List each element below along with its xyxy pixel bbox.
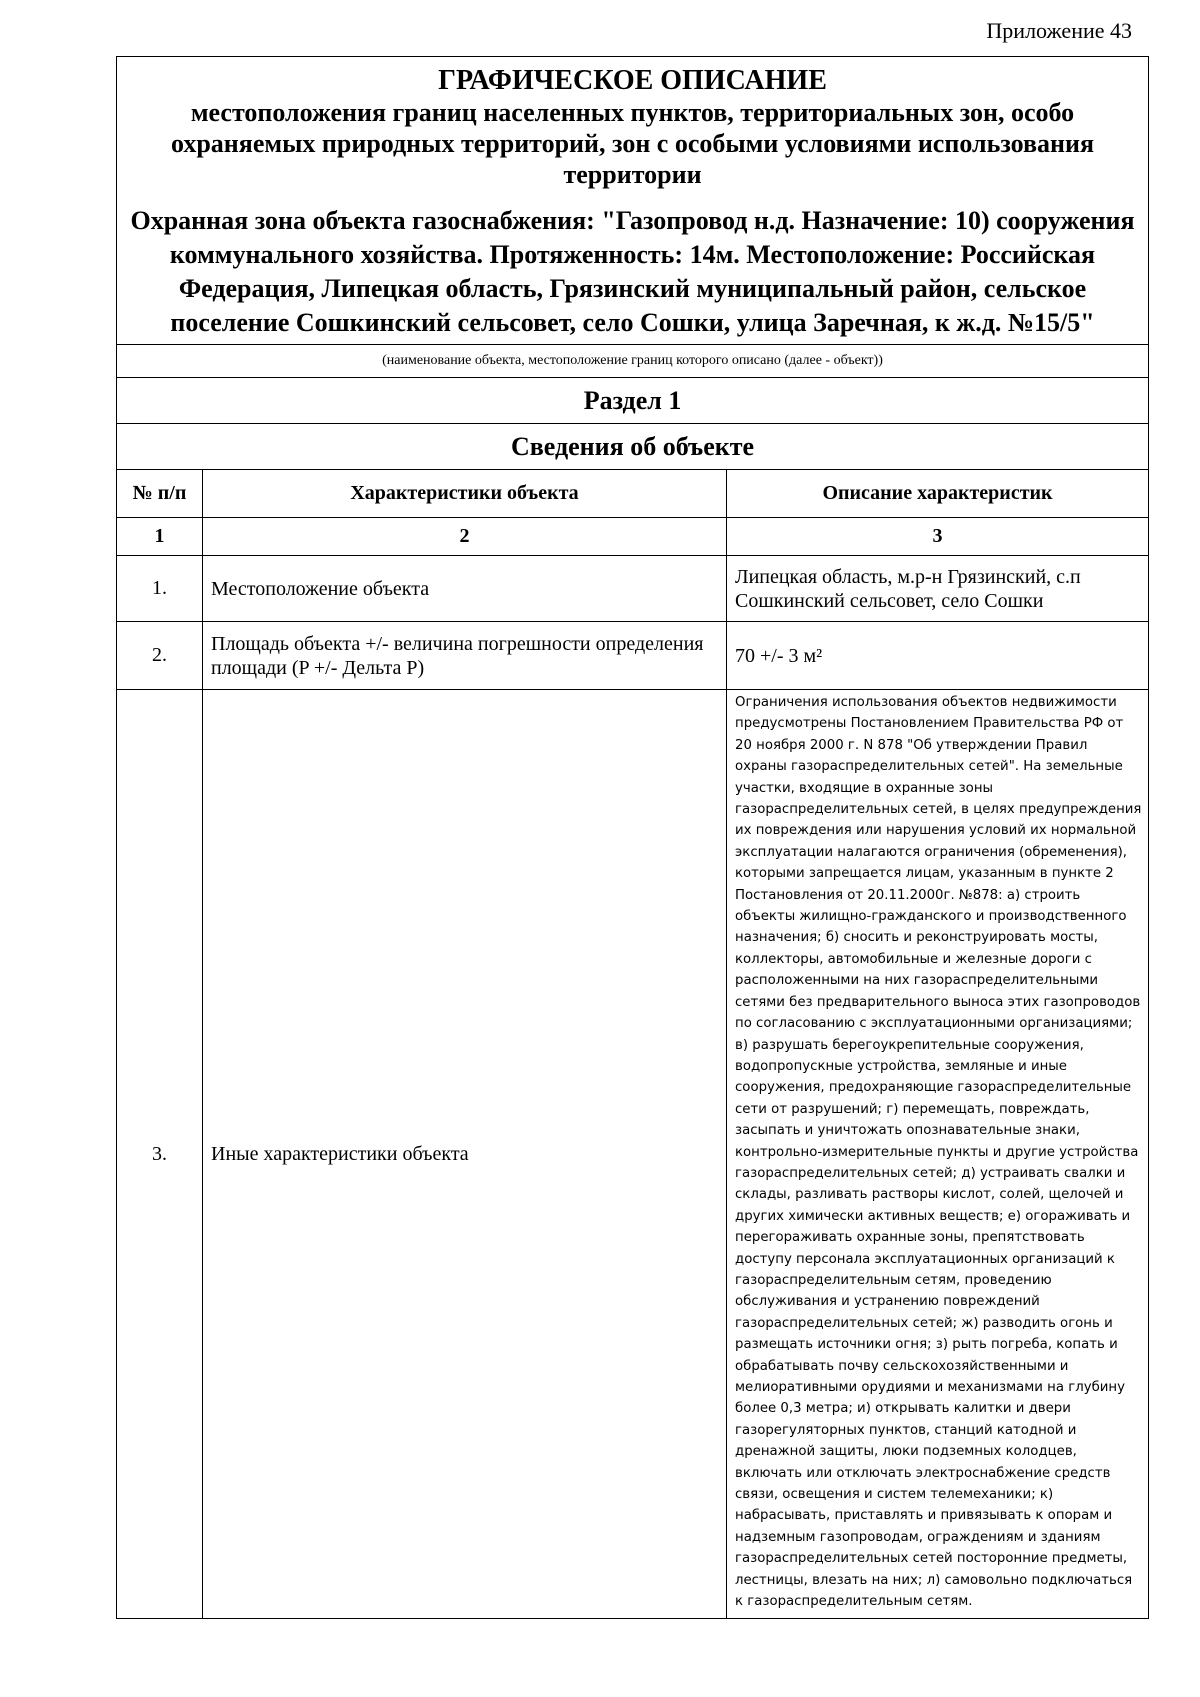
column-number-1: 1 bbox=[117, 518, 203, 556]
row-number: 3. bbox=[117, 690, 203, 1619]
column-header-number: № п/п bbox=[117, 470, 203, 518]
section-number: Раздел 1 bbox=[117, 378, 1149, 424]
graphic-description-table bbox=[116, 56, 1149, 1619]
row-description: Липецкая область, м.р-н Грязинский, с.п Сошкинский сельсовет, село Сошки bbox=[727, 556, 1149, 622]
document-subtitle: местоположения границ населенных пунктов, территориальных зон, особо охраняемых природных территорий, зон с особыми условиями использования территории bbox=[170, 98, 1095, 189]
header-row bbox=[117, 57, 1149, 345]
row-characteristic: Площадь объекта +/- величина погрешности определения площади (P +/- Дельта P) bbox=[203, 622, 727, 690]
column-header-row bbox=[117, 470, 1149, 518]
note-row bbox=[117, 345, 1149, 378]
document-title: ГРАФИЧЕСКОЕ ОПИСАНИЕ bbox=[438, 65, 827, 96]
table-row bbox=[117, 556, 1149, 622]
section-title-row bbox=[117, 424, 1149, 470]
appendix-label: Приложение 43 bbox=[986, 18, 1132, 43]
header-cell bbox=[117, 57, 1149, 345]
column-header-description: Описание характеристик bbox=[727, 470, 1149, 518]
object-name: Охранная зона объекта газоснабжения: "Газопровод н.д. Назначение: 10) сооружения коммунального хозяйства. Протяженность: 14м. Местоположение: Российская Федерация, Липецкая область, Грязинский муниципальный район, сельское поселение Сошкинский сельсовет, село Сошки, улица Заречная, к ж.д. №15/5" bbox=[130, 206, 1135, 337]
row-number: 1. bbox=[117, 556, 203, 622]
column-number-2: 2 bbox=[203, 518, 727, 556]
table-row bbox=[117, 690, 1149, 1619]
column-number-3: 3 bbox=[727, 518, 1149, 556]
section-number-row bbox=[117, 378, 1149, 424]
row-characteristic: Местоположение объекта bbox=[203, 556, 727, 622]
object-name-note: (наименование объекта, местоположение границ которого описано (далее - объект)) bbox=[117, 345, 1149, 378]
table-row bbox=[117, 622, 1149, 690]
column-header-characteristic: Характеристики объекта bbox=[203, 470, 727, 518]
row-description: 70 +/- 3 м² bbox=[727, 622, 1149, 690]
row-characteristic: Иные характеристики объекта bbox=[203, 690, 727, 1619]
column-number-row bbox=[117, 518, 1149, 556]
row-number: 2. bbox=[117, 622, 203, 690]
section-title: Сведения об объекте bbox=[117, 424, 1149, 470]
row-description: Ограничения использования объектов недвижимости предусмотрены Постановлением Правительства РФ от 20 ноября 2000 г. N 878 "Об утверждении Правил охраны газораспределительных сетей". На земельные участки, входящие в охранные зоны газораспределительных сетей, в целях предупреждения их повреждения или нарушения условий их нормальной эксплуатации налагаются ограничения (обременения), которыми запрещается лицам, указанным в пункте 2 Постановления от 20.11.2000г. №878: а) строить объекты жилищно-гражданского и производственного назначения; б) сносить и реконструировать мосты, коллекторы, автомобильные и железные дороги с расположенными на них газораспределительными сетями без предварительного выноса этих газопроводов по согласованию с эксплуатационными организациями; в) разрушать берегоукрепительные сооружения, водопропускные устройства, земляные и иные сооружения, предохраняющие газораспределительные сети от разрушений; г) перемещать, повреждать, засыпать и уничтожать опознавательные знаки, контрольно-измерительные пункты и другие устройства газораспределительных сетей; д) устраивать свалки и склады, разливать растворы кислот, солей, щелочей и других химически активных веществ; е) огораживать и перегораживать охранные зоны, препятствовать доступу персонала эксплуатационных организаций к газораспределительным сетям, проведению обслуживания и устранению повреждений газораспределительных сетей; ж) разводить огонь и размещать источники огня; з) рыть погреба, копать и обрабатывать почву сельскохозяйственными и мелиоративными орудиями и механизмами на глубину более 0,3 метра; и) открывать калитки и двери газорегуляторных пунктов, станций катодной и дренажной защиты, люки подземных колодцев, включать или отключать электроснабжение средств связи, освещения и систем телемеханики; к) набрасывать, приставлять и привязывать к опорам и надземным газопроводам, ограждениям и зданиям газораспределительных сетей посторонние предметы, лестницы, влезать на них; л) самовольно подключаться к газораспределительным сетям. bbox=[727, 690, 1149, 1619]
